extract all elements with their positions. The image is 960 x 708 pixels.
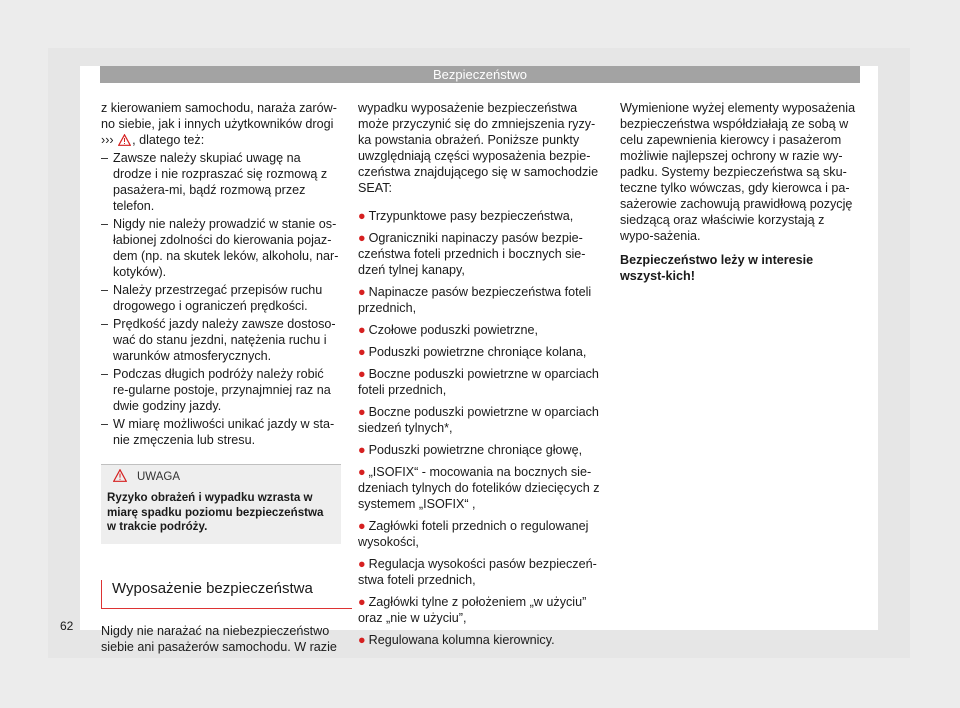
list-item [358,208,602,224]
bullet-icon: ● [358,465,366,479]
list-item [358,632,602,648]
list-item-text: Czołowe poduszki powietrzne, [368,323,539,337]
list-item-text: Trzypunktowe pasy bezpieczeństwa, [368,209,574,223]
bullet-icon: ● [358,633,366,647]
dash-marker: – [101,417,109,431]
list-item-text: Zagłówki foteli przednich o regulowanej wysokości, [358,519,589,549]
list-item-text: Ograniczniki napinaczy pasów bezpie-czeństwa foteli przednich i bocznych sie-dzeń tylnej kanapy, [358,231,586,277]
list-item [358,366,602,398]
bullet-icon: ● [358,595,366,609]
warning-triangle-icon [118,134,131,146]
dash-marker: – [101,151,109,165]
list-item [101,150,341,214]
list-item [358,594,602,626]
list-item [358,230,602,278]
summary-paragraph: Wymienione wyżej elementy wyposażenia bezpieczeństwa współdziałają ze sobą w celu zapewnienia kierowcy i pasażerom możliwie najlepszej ochrony w razie wy-padku. Systemy bezpieczeństwa są sku-teczne tylko wówczas, gdy kierowca i pa-sażerowie zachowują prawidłową pozycję siedzącą oraz właściwie korzystają z wypo-sażenia. [620,101,856,243]
bullet-icon: ● [358,443,366,457]
emphasis-paragraph: Bezpieczeństwo leży w interesie wszyst-kich! [620,253,814,283]
list-item-text: W miarę możliwości unikać jazdy w sta-nie zmęczenia lub stresu. [113,417,335,447]
section-paragraph: Nigdy nie narażać na niebezpieczeństwo siebie ani pasażerów samochodu. W razie [101,623,337,654]
list-item-text: Regulowana kolumna kierownicy. [368,633,555,647]
bullet-icon: ● [358,285,366,299]
list-item [101,366,341,414]
bullet-icon: ● [358,209,366,223]
list-item [358,284,602,316]
list-item-text: Napinacze pasów bezpieczeństwa foteli przednich, [358,285,592,315]
column-right [620,100,860,284]
warning-text: Ryzyko obrażeń i wypadku wzrasta w miarę spadku poziomu bezpieczeństwa w trakcie podróży. [107,491,324,533]
section-title: Wyposażenie bezpieczeństwa [101,580,352,609]
list-item [101,282,341,314]
intro-text: z kierowaniem samochodu, naraża zarów-no siebie, jak i innych użytkowników drogi [101,101,337,131]
list-item [358,556,602,588]
bullet-icon: ● [358,231,366,245]
list-item-text: Poduszki powietrzne chroniące głowę, [368,443,583,457]
dash-marker: – [101,217,109,231]
bullet-icon: ● [358,367,366,381]
list-item [358,344,602,360]
list-item [358,464,602,512]
warning-title: UWAGA [137,471,181,483]
arrow-marker: ››› [101,133,114,147]
column-middle [358,100,602,648]
list-item [101,316,341,364]
intro-suffix: , dlatego też: [132,133,205,147]
list-item-text: Prędkość jazdy należy zawsze dostoso-wać do stanu jezdni, natężenia ruchu i warunków atmosferycznych. [113,317,336,363]
page-number: 62 [60,619,74,633]
list-item-text: Zawsze należy skupiać uwagę na drodze i nie rozpraszać się rozmową z pasażera-mi, bądź rozmową przez telefon. [113,151,328,213]
bullet-icon: ● [358,345,366,359]
list-item-text: Podczas długich podróży należy robić re-gularne postoje, przynajmniej raz na dwie godziny jazdy. [113,367,331,413]
dash-marker: – [101,283,109,297]
equipment-intro: wypadku wyposażenie bezpieczeństwa może przyczynić się do zmniejszenia ryzy-ka powstania obrażeń. Poniższe punkty uwzględniają części wyposażenia bezpie-czeństwa znajdującego się w samochodzie SEAT: [358,101,599,195]
column-left [101,100,341,655]
list-item-text: Zagłówki tylne z położeniem „w użyciu” oraz „nie w użyciu”, [358,595,587,625]
list-item-text: Należy przestrzegać przepisów ruchu drogowego i ograniczeń prędkości. [113,283,323,313]
list-item-text: Poduszki powietrzne chroniące kolana, [368,345,587,359]
warning-triangle-icon [113,469,127,482]
list-item-text: Boczne poduszki powietrzne w oparciach siedzeń tylnych*, [358,405,599,435]
list-item [358,322,602,338]
list-item-text: „ISOFIX“ - mocowania na bocznych sie-dzeniach tylnych do fotelików dziecięcych z systemem „ISOFIX“ , [358,465,600,511]
list-item [358,404,602,436]
dash-marker: – [101,317,109,331]
list-item-text: Boczne poduszki powietrzne w oparciach foteli przednich, [358,367,599,397]
bullet-icon: ● [358,323,366,337]
warning-box [101,464,341,544]
bullet-icon: ● [358,519,366,533]
list-item-text: Regulacja wysokości pasów bezpieczeń-stwa foteli przednich, [358,557,597,587]
bullet-icon: ● [358,557,366,571]
list-item [101,216,341,280]
bullet-icon: ● [358,405,366,419]
dash-marker: – [101,367,109,381]
intro-paragraph [101,100,341,148]
list-item [358,442,602,458]
list-item-text: Nigdy nie należy prowadzić w stanie os-łabionej zdolności do kierowania pojaz-dem (np. na skutek leków, alkoholu, nar-kotyków). [113,217,339,279]
list-item [101,416,341,448]
warning-header [101,465,341,489]
page-header: Bezpieczeństwo [100,66,860,83]
list-item [358,518,602,550]
